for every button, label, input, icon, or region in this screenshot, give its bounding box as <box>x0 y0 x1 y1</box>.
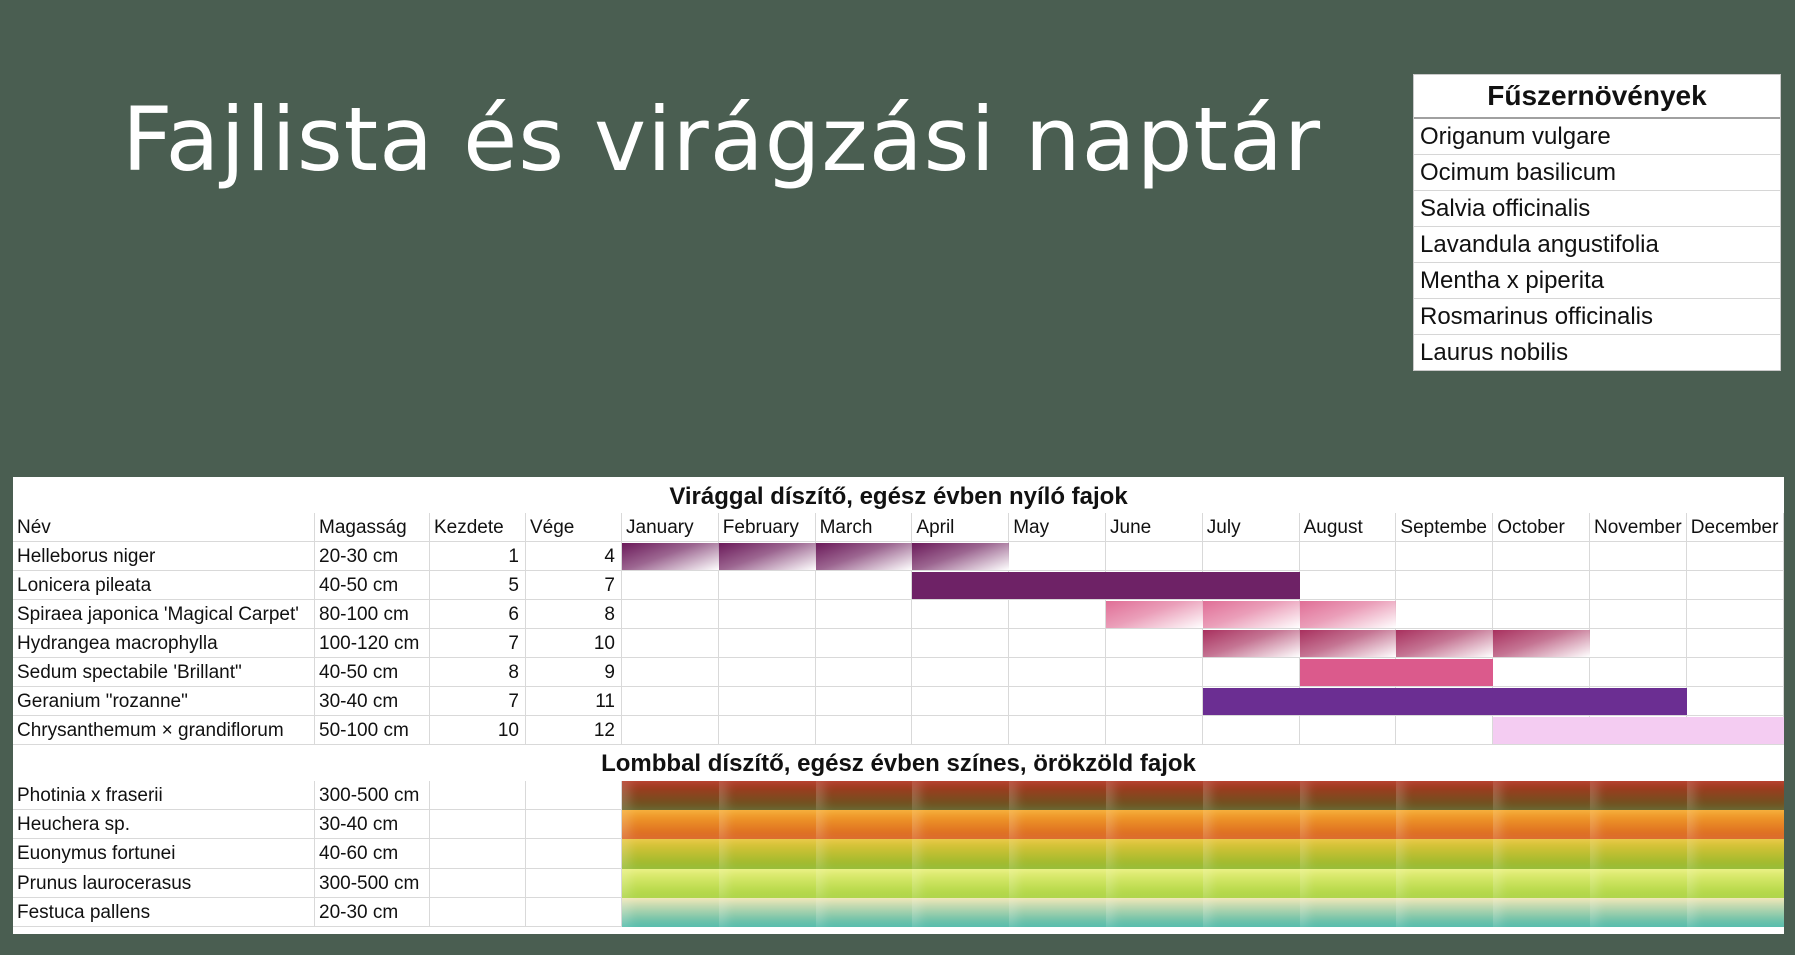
start-month: 7 <box>430 629 526 658</box>
end-month: 8 <box>526 600 622 629</box>
species-name: Euonymus fortunei <box>13 839 315 868</box>
start-month: 1 <box>430 542 526 571</box>
foliage-color-cell <box>1396 781 1493 810</box>
foliage-color-cell <box>622 869 719 898</box>
height-value: 20-30 cm <box>315 898 430 927</box>
foliage-color-cell <box>1687 810 1784 839</box>
month-cell <box>719 571 816 600</box>
foliage-color-cell <box>1396 810 1493 839</box>
month-cell <box>1687 571 1784 600</box>
month-cell <box>1396 542 1493 571</box>
month-header: June <box>1106 513 1203 542</box>
month-cell <box>1590 542 1687 571</box>
month-cell <box>1203 716 1300 745</box>
foliage-color-cell <box>719 810 816 839</box>
foliage-color-cell <box>1203 839 1300 868</box>
species-name: Heuchera sp. <box>13 810 315 839</box>
foliage-color-cell <box>622 898 719 927</box>
foliage-section-title: Lombbal díszítő, egész évben színes, örökzöld fajok <box>601 750 1196 777</box>
foliage-color-cell <box>816 781 913 810</box>
species-name: Lonicera pileata <box>13 571 315 600</box>
foliage-color-cell <box>912 898 1009 927</box>
bloom-bar-segment <box>912 543 1009 570</box>
foliage-color-cell <box>1493 781 1590 810</box>
bloom-bar-segment <box>622 543 719 570</box>
species-name: Spiraea japonica 'Magical Carpet' <box>13 600 315 629</box>
height-value: 40-50 cm <box>315 658 430 687</box>
start-month: 6 <box>430 600 526 629</box>
month-cell <box>1203 542 1300 571</box>
foliage-color-cell <box>1203 869 1300 898</box>
column-header: Magasság <box>315 513 430 542</box>
height-value: 100-120 cm <box>315 629 430 658</box>
month-cell <box>1590 600 1687 629</box>
foliage-color-cell <box>1009 810 1106 839</box>
height-value: 40-60 cm <box>315 839 430 868</box>
end-month: 9 <box>526 658 622 687</box>
foliage-color-cell <box>1590 898 1687 927</box>
herb-item: Mentha x piperita <box>1414 262 1780 298</box>
foliage-color-cell <box>816 839 913 868</box>
month-cell <box>912 716 1009 745</box>
bloom-bar-segment <box>1493 630 1590 657</box>
end-month <box>526 810 622 839</box>
month-cell <box>1106 542 1203 571</box>
foliage-color-cell <box>719 898 816 927</box>
end-month <box>526 869 622 898</box>
month-header: April <box>912 513 1009 542</box>
foliage-color-cell <box>1687 898 1784 927</box>
height-value: 80-100 cm <box>315 600 430 629</box>
start-month <box>430 869 526 898</box>
month-cell <box>816 571 913 600</box>
end-month: 10 <box>526 629 622 658</box>
bloom-bar-segment <box>719 543 816 570</box>
foliage-color-cell <box>1396 839 1493 868</box>
month-cell <box>1106 687 1203 716</box>
month-cell <box>1590 629 1687 658</box>
species-name: Helleborus niger <box>13 542 315 571</box>
foliage-color-cell <box>1300 898 1397 927</box>
month-header: Septembe <box>1396 513 1493 542</box>
month-cell <box>1687 629 1784 658</box>
species-name: Hydrangea macrophylla <box>13 629 315 658</box>
foliage-color-cell <box>1106 898 1203 927</box>
month-cell <box>816 600 913 629</box>
bloom-bar-segment <box>1203 630 1300 657</box>
end-month: 11 <box>526 687 622 716</box>
foliage-color-cell <box>1009 869 1106 898</box>
foliage-color-cell <box>1687 869 1784 898</box>
month-cell <box>816 658 913 687</box>
month-cell <box>912 629 1009 658</box>
month-cell <box>622 658 719 687</box>
month-cell <box>719 687 816 716</box>
bloom-bar <box>1493 717 1783 744</box>
foliage-color-cell <box>912 810 1009 839</box>
bloom-bar-segment <box>1203 601 1300 628</box>
month-header: May <box>1009 513 1106 542</box>
species-name: Chrysanthemum × grandiflorum <box>13 716 315 745</box>
page-title: Fajlista és virágzási naptár <box>122 88 1322 191</box>
month-cell <box>1300 542 1397 571</box>
month-cell <box>1009 687 1106 716</box>
month-cell <box>1687 542 1784 571</box>
foliage-color-cell <box>1493 898 1590 927</box>
month-cell <box>719 658 816 687</box>
month-cell <box>1590 658 1687 687</box>
foliage-color-cell <box>622 810 719 839</box>
herb-item: Origanum vulgare <box>1420 123 1611 150</box>
end-month: 7 <box>526 571 622 600</box>
end-month <box>526 898 622 927</box>
foliage-color-cell <box>1590 781 1687 810</box>
month-cell <box>1396 571 1493 600</box>
column-header: Kezdete <box>430 513 526 542</box>
month-cell <box>622 571 719 600</box>
flowering-section-title: Virággal díszítő, egész évben nyíló fajok <box>669 483 1128 510</box>
end-month <box>526 781 622 810</box>
month-cell <box>622 600 719 629</box>
foliage-color-cell <box>622 839 719 868</box>
column-header: Név <box>13 513 315 542</box>
foliage-color-cell <box>1009 898 1106 927</box>
foliage-color-cell <box>1300 781 1397 810</box>
bloom-bar <box>912 572 1299 599</box>
species-name: Festuca pallens <box>13 898 315 927</box>
herbs-table <box>1413 74 1781 371</box>
month-cell <box>1300 716 1397 745</box>
month-cell <box>1687 600 1784 629</box>
herb-item: Ocimum basilicum <box>1414 154 1780 190</box>
month-cell <box>1687 658 1784 687</box>
month-cell <box>1687 687 1784 716</box>
month-header: July <box>1203 513 1300 542</box>
foliage-color-cell <box>1106 869 1203 898</box>
bloom-bar <box>1300 659 1494 686</box>
foliage-color-cell <box>1590 839 1687 868</box>
start-month <box>430 810 526 839</box>
species-name: Geranium "rozanne" <box>13 687 315 716</box>
month-cell <box>1009 629 1106 658</box>
month-header: November <box>1590 513 1687 542</box>
month-cell <box>1590 571 1687 600</box>
height-value: 50-100 cm <box>315 716 430 745</box>
end-month: 4 <box>526 542 622 571</box>
month-cell <box>622 629 719 658</box>
month-cell <box>719 629 816 658</box>
foliage-color-cell <box>1493 810 1590 839</box>
month-cell <box>719 716 816 745</box>
start-month <box>430 898 526 927</box>
foliage-color-cell <box>1009 781 1106 810</box>
bloom-calendar-sheet <box>13 477 1784 934</box>
height-value: 300-500 cm <box>315 781 430 810</box>
start-month: 10 <box>430 716 526 745</box>
bloom-bar-segment <box>1106 601 1203 628</box>
month-cell <box>719 600 816 629</box>
month-header: January <box>622 513 719 542</box>
foliage-color-cell <box>912 869 1009 898</box>
foliage-color-cell <box>1396 898 1493 927</box>
start-month <box>430 839 526 868</box>
bloom-bar-segment <box>1300 630 1397 657</box>
foliage-color-cell <box>912 839 1009 868</box>
height-value: 40-50 cm <box>315 571 430 600</box>
species-name: Prunus laurocerasus <box>13 869 315 898</box>
height-value: 300-500 cm <box>315 869 430 898</box>
start-month <box>430 781 526 810</box>
foliage-color-cell <box>1590 810 1687 839</box>
foliage-color-cell <box>719 781 816 810</box>
month-cell <box>1009 542 1106 571</box>
species-name: Photinia x fraserii <box>13 781 315 810</box>
month-cell <box>1009 600 1106 629</box>
month-cell <box>1396 600 1493 629</box>
bloom-bar-segment <box>1300 601 1397 628</box>
start-month: 5 <box>430 571 526 600</box>
herb-item: Rosmarinus officinalis <box>1414 298 1780 334</box>
month-cell <box>1009 658 1106 687</box>
foliage-color-cell <box>1590 869 1687 898</box>
foliage-color-cell <box>816 810 913 839</box>
herbs-table-title: Fűszernövények <box>1414 75 1780 119</box>
herb-item: Salvia officinalis <box>1414 190 1780 226</box>
herb-item: Lavandula angustifolia <box>1414 226 1780 262</box>
foliage-color-cell <box>1396 869 1493 898</box>
foliage-color-cell <box>719 839 816 868</box>
end-month <box>526 839 622 868</box>
foliage-color-cell <box>1493 839 1590 868</box>
herb-item: Laurus nobilis <box>1414 334 1780 370</box>
month-header: August <box>1300 513 1397 542</box>
month-cell <box>1493 542 1590 571</box>
month-cell <box>1300 571 1397 600</box>
bloom-bar-segment <box>816 543 913 570</box>
month-cell <box>1106 658 1203 687</box>
month-cell <box>816 716 913 745</box>
month-header: March <box>816 513 913 542</box>
foliage-color-cell <box>1009 839 1106 868</box>
foliage-color-cell <box>912 781 1009 810</box>
foliage-color-cell <box>1203 781 1300 810</box>
foliage-color-cell <box>1203 898 1300 927</box>
month-cell <box>1493 571 1590 600</box>
species-name: Sedum spectabile 'Brillant" <box>13 658 315 687</box>
month-cell <box>912 687 1009 716</box>
foliage-color-cell <box>1493 869 1590 898</box>
month-cell <box>1009 716 1106 745</box>
height-value: 30-40 cm <box>315 687 430 716</box>
foliage-color-cell <box>1106 781 1203 810</box>
foliage-color-cell <box>1106 839 1203 868</box>
foliage-color-cell <box>1300 810 1397 839</box>
foliage-color-cell <box>816 898 913 927</box>
foliage-color-cell <box>1687 781 1784 810</box>
end-month: 12 <box>526 716 622 745</box>
month-cell <box>1106 629 1203 658</box>
start-month: 8 <box>430 658 526 687</box>
height-value: 30-40 cm <box>315 810 430 839</box>
foliage-color-cell <box>1687 839 1784 868</box>
month-cell <box>912 658 1009 687</box>
month-cell <box>1203 658 1300 687</box>
foliage-color-cell <box>1203 810 1300 839</box>
start-month: 7 <box>430 687 526 716</box>
foliage-color-cell <box>1300 839 1397 868</box>
month-header: October <box>1493 513 1590 542</box>
foliage-color-cell <box>1106 810 1203 839</box>
month-cell <box>622 716 719 745</box>
foliage-color-cell <box>622 781 719 810</box>
column-header: Vége <box>526 513 622 542</box>
month-cell <box>912 600 1009 629</box>
month-cell <box>622 687 719 716</box>
height-value: 20-30 cm <box>315 542 430 571</box>
month-cell <box>1493 600 1590 629</box>
month-cell <box>1106 716 1203 745</box>
month-cell <box>816 687 913 716</box>
bloom-bar-segment <box>1396 630 1493 657</box>
bloom-bar <box>1203 688 1687 715</box>
month-cell <box>1396 716 1493 745</box>
month-cell <box>1493 658 1590 687</box>
month-header: December <box>1687 513 1784 542</box>
foliage-color-cell <box>719 869 816 898</box>
month-header: February <box>719 513 816 542</box>
foliage-color-cell <box>816 869 913 898</box>
foliage-color-cell <box>1300 869 1397 898</box>
month-cell <box>816 629 913 658</box>
